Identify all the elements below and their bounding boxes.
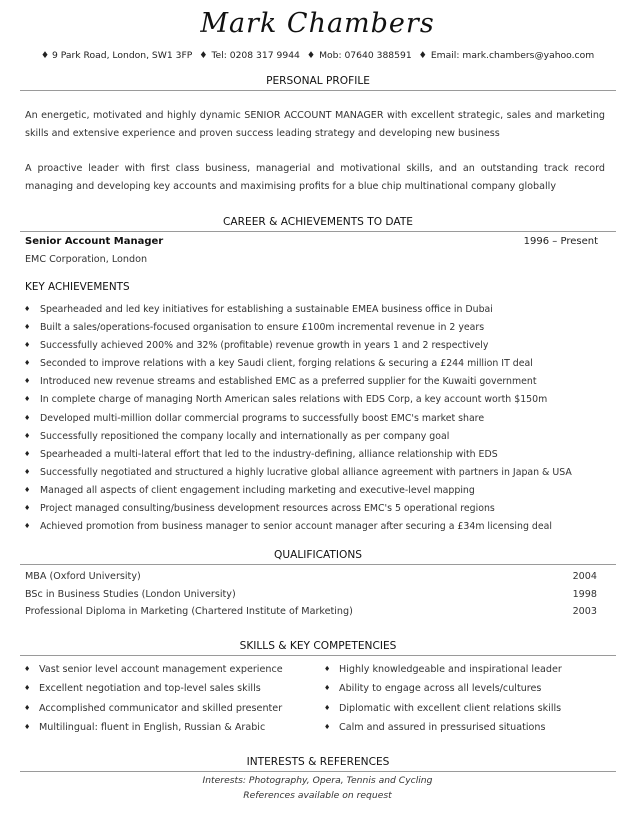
bullet-icon: ♦ bbox=[324, 684, 331, 693]
achievement-text: Seconded to improve relations with a key Saudi client, forging relations & securing a £244 million IT deal bbox=[40, 358, 533, 370]
achievements-list bbox=[24, 304, 614, 539]
bullet-icon: ♦ bbox=[24, 359, 31, 368]
bullet-icon: ♦ bbox=[324, 703, 331, 712]
bullet-icon: ♦ bbox=[40, 50, 50, 61]
bullet-icon: ♦ bbox=[24, 485, 31, 494]
bullet-icon: ♦ bbox=[24, 684, 31, 693]
bullet-icon: ♦ bbox=[24, 522, 31, 531]
section-title-career: CAREER & ACHIEVEMENTS TO DATE bbox=[223, 216, 413, 228]
contact-address: 9 Park Road, London, SW1 3FP bbox=[51, 50, 193, 61]
qualification-name: Professional Diploma in Marketing (Chartered Institute of Marketing) bbox=[25, 606, 353, 617]
list-item bbox=[324, 664, 614, 683]
qualification-name: MBA (Oxford University) bbox=[25, 571, 141, 582]
qualification-year: 1998 bbox=[572, 588, 597, 600]
key-achievements-title: KEY ACHIEVEMENTS bbox=[25, 281, 130, 293]
achievement-text: In complete charge of managing North American sales relations with EDS Corp, a key account worth $150m bbox=[40, 394, 548, 406]
bullet-icon: ♦ bbox=[24, 722, 31, 731]
list-item bbox=[24, 449, 614, 467]
skill-text: Calm and assured in pressurised situations bbox=[339, 721, 546, 733]
list-item bbox=[24, 304, 614, 322]
section-title-skills: SKILLS & KEY COMPETENCIES bbox=[239, 640, 397, 652]
section-divider bbox=[20, 231, 616, 232]
achievement-text: Successfully negotiated and structured a highly lucrative global alliance agreement with partners in Japan & USA bbox=[40, 466, 572, 478]
bullet-icon: ♦ bbox=[24, 323, 31, 332]
skill-text: Highly knowledgeable and inspirational leader bbox=[339, 664, 562, 675]
bullet-icon: ♦ bbox=[24, 665, 31, 673]
list-item bbox=[324, 703, 614, 722]
section-divider bbox=[20, 564, 616, 565]
bullet-icon: ♦ bbox=[306, 50, 316, 61]
bullet-icon: ♦ bbox=[24, 377, 31, 386]
list-item bbox=[24, 358, 614, 376]
achievement-text: Successfully repositioned the company locally and internationally as per company goal bbox=[40, 430, 450, 442]
skill-text: Accomplished communicator and skilled presenter bbox=[39, 702, 283, 714]
skill-text: Excellent negotiation and top-level sales skills bbox=[39, 683, 261, 695]
list-item bbox=[324, 722, 614, 741]
bullet-icon: ♦ bbox=[324, 722, 331, 731]
skill-text: Vast senior level account management experience bbox=[39, 664, 283, 675]
list-item bbox=[24, 703, 314, 722]
list-item bbox=[24, 467, 614, 485]
achievement-text: Achieved promotion from business manager to senior account manager after securing a £34m licensing deal bbox=[40, 521, 552, 533]
list-item bbox=[24, 664, 314, 683]
achievement-text: Spearheaded and led key initiatives for establishing a sustainable EMEA business office in Dubai bbox=[40, 304, 493, 315]
references-line: References available on request bbox=[243, 790, 392, 801]
list-item bbox=[24, 722, 314, 741]
section-title-profile: PERSONAL PROFILE bbox=[266, 75, 370, 87]
achievement-text: Managed all aspects of client engagement including marketing and executive-level mapping bbox=[40, 484, 475, 496]
skills-left-column bbox=[24, 664, 314, 741]
section-divider bbox=[20, 771, 616, 772]
table-row bbox=[25, 589, 597, 607]
profile-paragraph: An energetic, motivated and highly dynamic SENIOR ACCOUNT MANAGER with excellent strategic, sales and marketing skills and extensive experience and proven success leading strategy and developing new business bbox=[25, 110, 605, 139]
list-item bbox=[24, 521, 614, 539]
qualification-year: 2003 bbox=[572, 606, 597, 617]
skill-text: Diplomatic with excellent client relations skills bbox=[339, 702, 562, 714]
bullet-icon: ♦ bbox=[24, 413, 31, 422]
qualification-year: 2004 bbox=[572, 571, 597, 582]
section-divider bbox=[20, 655, 616, 656]
table-row bbox=[25, 571, 597, 589]
section-title-qualifications: QUALIFICATIONS bbox=[274, 549, 362, 561]
achievement-text: Introduced new revenue streams and established EMC as a preferred supplier for the Kuwaiti government bbox=[40, 376, 537, 388]
list-item bbox=[24, 340, 614, 358]
list-item bbox=[24, 376, 614, 394]
list-item bbox=[24, 413, 614, 431]
list-item bbox=[324, 683, 614, 702]
candidate-name: Mark Chambers bbox=[200, 8, 435, 39]
section-divider bbox=[20, 90, 616, 91]
bullet-icon: ♦ bbox=[24, 467, 31, 476]
bullet-icon: ♦ bbox=[418, 50, 427, 61]
bullet-icon: ♦ bbox=[324, 665, 331, 673]
bullet-icon: ♦ bbox=[24, 431, 31, 440]
list-item bbox=[24, 503, 614, 521]
contact-line bbox=[0, 50, 635, 61]
job-title: Senior Account Manager bbox=[25, 236, 164, 247]
company-name: EMC Corporation, London bbox=[25, 254, 148, 265]
bullet-icon: ♦ bbox=[24, 305, 31, 313]
qualification-name: BSc in Business Studies (London University) bbox=[25, 588, 236, 600]
bullet-icon: ♦ bbox=[24, 703, 31, 712]
section-title-interests: INTERESTS & REFERENCES bbox=[246, 756, 390, 768]
achievement-text: Built a sales/operations-focused organisation to ensure £100m incremental revenue in 2 years bbox=[40, 322, 485, 334]
contact-mob: Mob: 07640 388591 bbox=[319, 50, 412, 61]
bullet-icon: ♦ bbox=[24, 449, 31, 458]
contact-tel: Tel: 0208 317 9944 bbox=[211, 50, 300, 61]
bullet-icon: ♦ bbox=[24, 395, 31, 404]
achievement-text: Developed multi-million dollar commercial programs to successfully boost EMC's market share bbox=[40, 412, 485, 424]
list-item bbox=[24, 431, 614, 449]
list-item bbox=[24, 485, 614, 503]
qualifications-list bbox=[25, 571, 597, 624]
interests-line: Interests: Photography, Opera, Tennis and Cycling bbox=[202, 775, 433, 786]
bullet-icon: ♦ bbox=[199, 50, 208, 61]
achievement-text: Project managed consulting/business development resources across EMC's 5 operational regions bbox=[40, 503, 495, 515]
list-item bbox=[24, 322, 614, 340]
table-row bbox=[25, 606, 597, 624]
contact-email: Email: mark.chambers@yahoo.com bbox=[430, 50, 595, 61]
skills-right-column bbox=[324, 664, 614, 741]
achievement-text: Successfully achieved 200% and 32% (profitable) revenue growth in years 1 and 2 respectively bbox=[40, 340, 489, 352]
achievement-text: Spearheaded a multi-lateral effort that led to the industry-defining, alliance relationship with EDS bbox=[40, 448, 498, 460]
job-dates: 1996 – Present bbox=[523, 236, 598, 247]
list-item bbox=[24, 394, 614, 412]
skill-text: Multilingual: fluent in English, Russian & Arabic bbox=[39, 721, 266, 733]
skill-text: Ability to engage across all levels/cultures bbox=[339, 683, 542, 695]
bullet-icon: ♦ bbox=[24, 504, 31, 513]
bullet-icon: ♦ bbox=[24, 341, 31, 350]
profile-paragraph: A proactive leader with first class business, managerial and motivational skills, and an outstanding track record managing and developing key accounts and maximising profits for a blue chip multinational company globally bbox=[25, 163, 605, 192]
list-item bbox=[24, 683, 314, 702]
